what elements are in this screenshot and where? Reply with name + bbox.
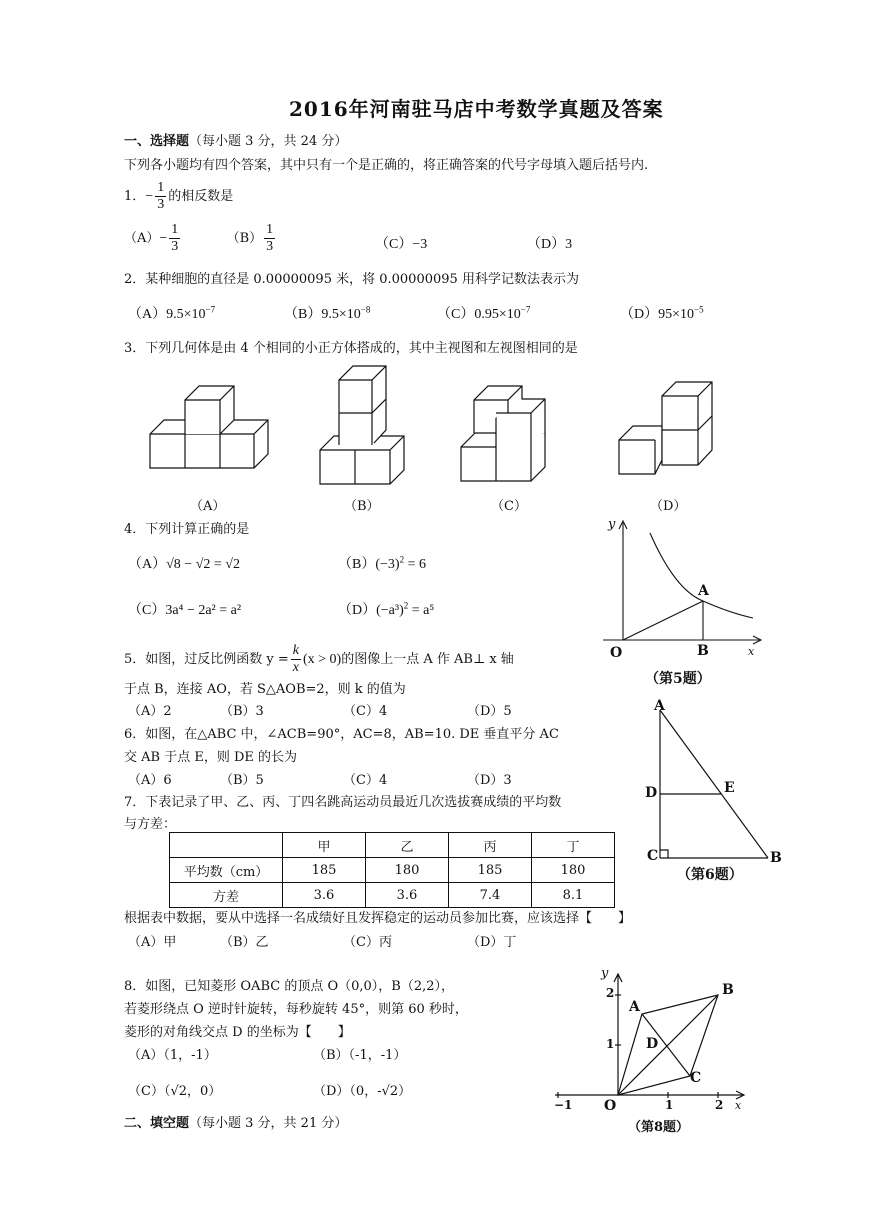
q1-stem: 的相反数是 xyxy=(168,189,234,204)
q6-e-label: E xyxy=(724,780,735,796)
question-5: 5．如图，过反比例函数 y = $\frac{k}{x}$ (x > 0)的图像上一点 A 作 AB⊥ x 轴 xyxy=(124,643,514,675)
q8-option-c: （C）（√2，0） xyxy=(128,1084,222,1099)
q8-b-label: B xyxy=(722,982,734,998)
q5-option-a: （A）2 xyxy=(128,704,172,719)
q8-tick-y1: 1 xyxy=(606,1037,615,1051)
cube-figure-c xyxy=(461,386,545,481)
q4-option-a: （A）√8 − √2 = √2 xyxy=(128,557,240,572)
table-cell: 方差 xyxy=(170,883,283,908)
q7-line2: 与方差： xyxy=(124,817,177,832)
q8-option-d: （D）（0，-√2） xyxy=(313,1084,412,1099)
q3-label-a: （A） xyxy=(190,499,226,514)
q8-caption: （第8题） xyxy=(628,1120,690,1135)
question-2: 2．某种细胞的直径是 0.00000095 米，将 0.00000095 用科学记数法表示为 xyxy=(124,272,579,287)
score-table xyxy=(169,832,615,908)
q5-option-d: （D）5 xyxy=(467,704,512,719)
q3-cube-figures xyxy=(0,0,869,520)
q5-x-label: x xyxy=(748,645,755,658)
table-cell: 3.6 xyxy=(283,883,366,908)
q8-o-label: O xyxy=(604,1098,617,1114)
q8-tick-x2: 2 xyxy=(715,1098,724,1112)
question-8: 8．如图，已知菱形 OABC 的顶点 O（0,0），B（2,2）， xyxy=(124,979,455,994)
table-header: 丙 xyxy=(449,833,532,858)
q6-d-label: D xyxy=(645,785,658,801)
page-title: 2016年河南驻马店中考数学真题及答案 xyxy=(289,97,664,121)
table-header: 丁 xyxy=(532,833,615,858)
q6-option-c: （C）4 xyxy=(343,773,388,788)
q8-line3: 菱形的对角线交点 D 的坐标为【 】 xyxy=(124,1025,351,1040)
q2-option-d: $(D)95\times 10^{-5}$ xyxy=(620,304,704,322)
section-label: 一、选择题 xyxy=(124,134,190,149)
q8-x-label: x xyxy=(735,1099,742,1112)
q5-option-c: （C）4 xyxy=(343,704,388,719)
q5-y-label: y xyxy=(608,517,616,532)
section-note: （每小题 3 分，共 24 分） xyxy=(189,134,348,149)
table-cell: 3.6 xyxy=(366,883,449,908)
q1-option-b: （B） $\frac{1}{3}$ xyxy=(226,222,274,254)
q1-neg: − xyxy=(145,189,154,204)
question-7: 7．下表记录了甲、乙、丙、丁四名跳高运动员最近几次选拔赛成绩的平均数 xyxy=(124,795,562,810)
q6-option-d: （D）3 xyxy=(467,773,512,788)
q3-label-d: （D） xyxy=(650,499,687,514)
table-row xyxy=(170,883,615,908)
table-cell: 7.4 xyxy=(449,883,532,908)
q8-c-label: C xyxy=(690,1070,702,1086)
q6-figure xyxy=(640,700,790,870)
section2-label: 二、填空题 xyxy=(124,1116,190,1131)
table-header: 甲 xyxy=(283,833,366,858)
q3-label-c: （C） xyxy=(491,499,527,514)
q8-tick-y2: 2 xyxy=(606,986,615,1000)
cube-figure-b xyxy=(320,366,404,484)
table-cell: 185 xyxy=(449,858,532,883)
q6-b-label: B xyxy=(770,850,782,866)
q4-option-c: （C）3a⁴ − 2a² = a² xyxy=(128,603,242,618)
q8-tick-x1: 1 xyxy=(665,1098,674,1112)
cube-figure-d xyxy=(619,382,712,474)
q7-option-c: （C）丙 xyxy=(343,935,392,950)
q5-line2: 于点 B，连接 AO，若 S△AOB=2，则 k 的值为 xyxy=(124,682,406,697)
q8-tick-xm1: −1 xyxy=(554,1098,573,1112)
table-header: 乙 xyxy=(366,833,449,858)
q6-option-b: （B）5 xyxy=(220,773,264,788)
q3-label-b: （B） xyxy=(344,499,380,514)
q6-caption: （第6题） xyxy=(677,867,743,883)
q1-fraction: $\frac{1}{3}$ xyxy=(157,180,165,212)
question-6: 6．如图，在△ABC 中，∠ACB=90°，AC=8，AB=10. DE 垂直平分 AC xyxy=(124,727,559,742)
section-instructions: 下列各小题均有四个答案，其中只有一个是正确的，将正确答案的代号字母填入题后括号内. xyxy=(124,158,649,173)
q7-question: 根据表中数据，要从中选择一名成绩好且发挥稳定的运动员参加比赛，应该选择【 】 xyxy=(124,911,632,926)
cube-figure-a xyxy=(150,386,268,468)
table-cell: 185 xyxy=(283,858,366,883)
q7-option-b: （B）乙 xyxy=(220,935,269,950)
q8-d-label: D xyxy=(646,1036,659,1052)
table-cell: 180 xyxy=(366,858,449,883)
q8-option-b: （B）（-1，-1） xyxy=(313,1048,407,1063)
q1-number: 1． xyxy=(124,189,146,204)
q2-option-b: $(B)9.5\times 10^{-8}$ xyxy=(284,304,371,322)
q4-option-d: $(D)(-a^3)^2 = a^5$ xyxy=(338,600,435,618)
q5-caption: （第5题） xyxy=(645,671,711,687)
q5-option-b: （B）3 xyxy=(220,704,264,719)
q7-option-a: （A）甲 xyxy=(128,935,177,950)
q7-option-d: （D）丁 xyxy=(467,935,517,950)
question-3: 3．下列几何体是由 4 个相同的小正方体搭成的，其中主视图和左视图相同的是 xyxy=(124,341,578,356)
q8-a-label: A xyxy=(629,999,640,1015)
table-header-row xyxy=(170,833,615,858)
q1-option-d: （D）3 xyxy=(527,237,573,252)
q4-option-b: $(B)(-3)^2 = 6$ xyxy=(338,554,426,572)
q6-a-label: A xyxy=(654,698,665,714)
table-cell: 180 xyxy=(532,858,615,883)
table-row xyxy=(170,858,615,883)
q1-option-c: （C）−3 xyxy=(375,237,428,252)
q5-o-label: O xyxy=(610,645,623,661)
table-cell: 8.1 xyxy=(532,883,615,908)
section2-heading xyxy=(124,1112,347,1131)
q6-c-label: C xyxy=(647,848,659,864)
table-cell: 平均数（cm） xyxy=(170,858,283,883)
q8-y-label: y xyxy=(601,966,609,981)
q6-line2: 交 AB 于点 E，则 DE 的长为 xyxy=(124,750,298,765)
q5-b-label: B xyxy=(697,643,709,659)
q6-option-a: （A）6 xyxy=(128,773,172,788)
q2-option-a: $(A)9.5\times 10^{-7}$ xyxy=(128,304,216,322)
section2-note: （每小题 3 分，共 21 分） xyxy=(189,1116,348,1131)
q2-option-c: $(C)0.95\times 10^{-7}$ xyxy=(437,304,531,322)
q8-option-a: （A）（1，-1） xyxy=(128,1048,217,1063)
table-header xyxy=(170,833,283,858)
question-4: 4．下列计算正确的是 xyxy=(124,522,250,537)
q8-line2: 若菱形绕点 O 逆时针旋转，每秒旋转 45°，则第 60 秒时， xyxy=(124,1002,468,1017)
q1-option-a: （A）− $\frac{1}{3}$ xyxy=(124,222,179,254)
q5-a-label: A xyxy=(698,583,709,599)
